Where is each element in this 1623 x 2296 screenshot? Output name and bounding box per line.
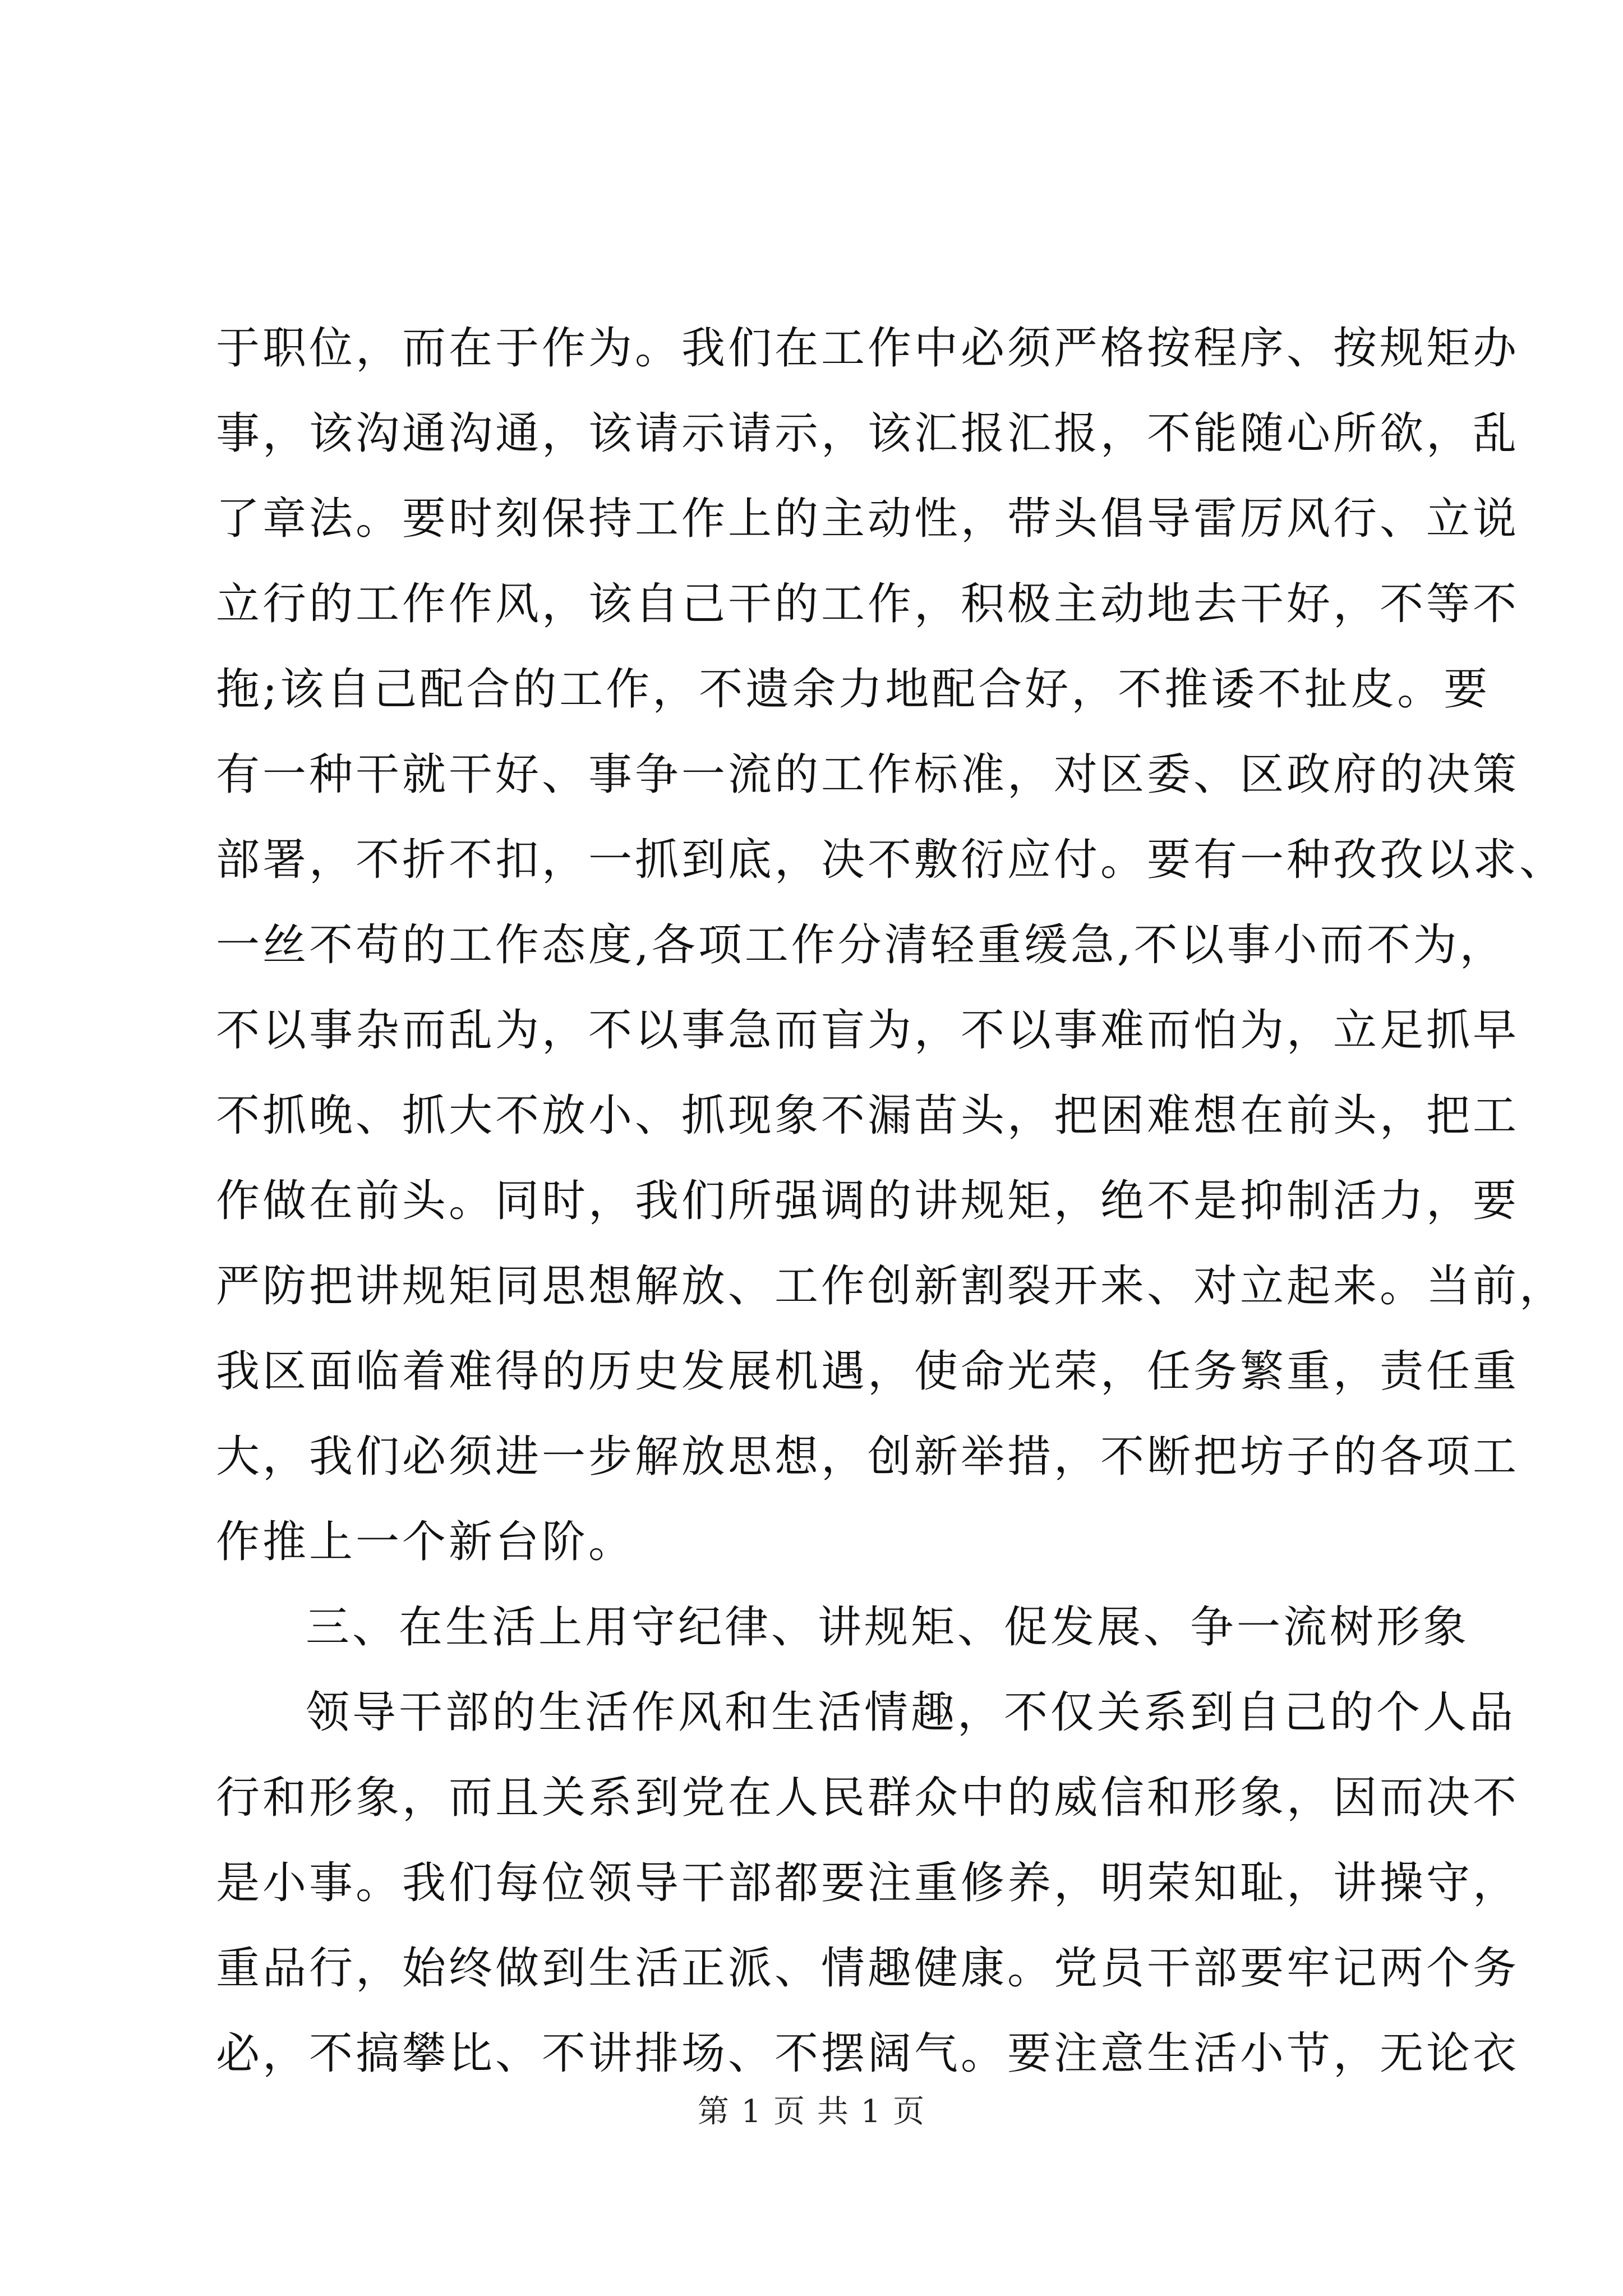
text-line: 不以事杂而乱为，不以事急而盲为，不以事难而怕为，立足抓早 <box>216 1005 1520 1056</box>
text-line: 不抓晚、抓大不放小、抓现象不漏苗头，把困难想在前头，把工 <box>216 1091 1520 1141</box>
text-line: 部署，不折不扣，一抓到底，决不敷衍应付。要有一种孜孜以求、 <box>216 835 1566 885</box>
text-line: 立行的工作作风，该自己干的工作，积极主动地去干好，不等不 <box>216 579 1520 629</box>
text-line: 行和形象，而且关系到党在人民群众中的威信和形象，因而决不 <box>216 1773 1520 1823</box>
text-line: 必，不搞攀比、不讲排场、不摆阔气。要注意生活小节，无论衣 <box>216 2028 1520 2079</box>
text-line: 了章法。要时刻保持工作上的主动性，带头倡导雷厉风行、立说 <box>216 494 1520 544</box>
body-text <box>216 306 1566 2096</box>
section-heading: 三、在生活上用守纪律、讲规矩、促发展、争一流树形象 <box>306 1602 1470 1653</box>
text-line: 严防把讲规矩同思想解放、工作创新割裂开来、对立起来。当前， <box>216 1261 1566 1312</box>
text-line: 拖;该自己配合的工作，不遗余力地配合好，不推诿不扯皮。要 <box>216 664 1491 715</box>
text-line: 作做在前头。同时，我们所强调的讲规矩，绝不是抑制活力，要 <box>216 1176 1520 1226</box>
text-line: 有一种干就干好、事争一流的工作标准，对区委、区政府的决策 <box>216 749 1520 800</box>
text-line: 大，我们必须进一步解放思想，创新举措，不断把坊子的各项工 <box>216 1432 1520 1482</box>
text-line: 事，该沟通沟通，该请示请示，该汇报汇报，不能随心所欲，乱 <box>216 408 1520 459</box>
paragraph-first-line: 领导干部的生活作风和生活情趣，不仅关系到自己的个人品 <box>306 1687 1516 1738</box>
text-line: 我区面临着难得的历史发展机遇，使命光荣，任务繁重，责任重 <box>216 1346 1520 1397</box>
text-line: 重品行，始终做到生活正派、情趣健康。党员干部要牢记两个务 <box>216 1943 1520 1994</box>
text-line: 一丝不苟的工作态度,各项工作分清轻重缓急,不以事小而不为， <box>216 920 1506 970</box>
text-line: 是小事。我们每位领导干部都要注重修养，明荣知耻，讲操守， <box>216 1858 1520 1908</box>
text-line: 作推上一个新台阶。 <box>216 1517 635 1567</box>
text-line: 于职位，而在于作为。我们在工作中必须严格按程序、按规矩办 <box>216 323 1520 374</box>
page-footer: 第 1 页 共 1 页 <box>697 2093 926 2130</box>
